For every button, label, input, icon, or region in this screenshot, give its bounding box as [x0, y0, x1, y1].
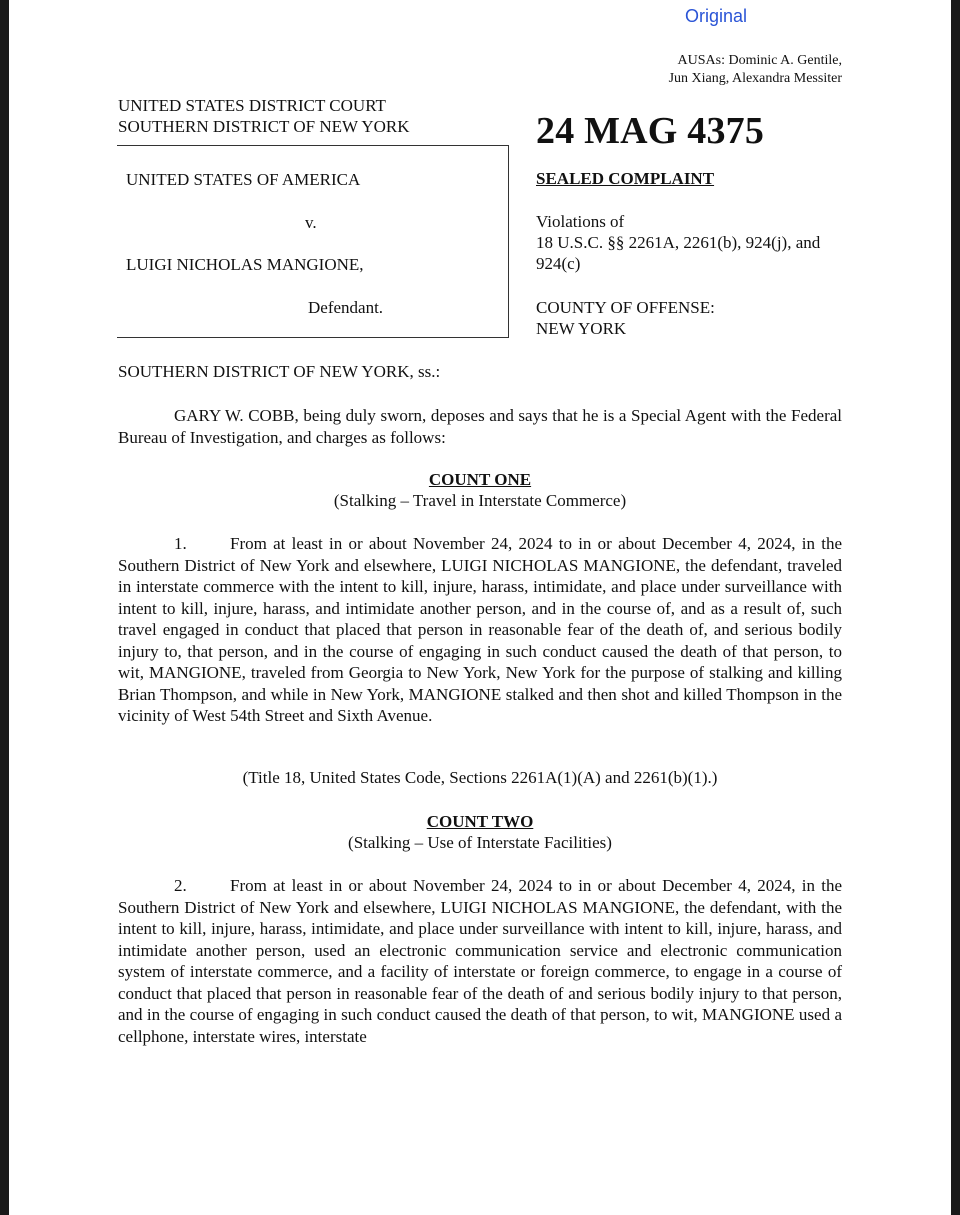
- ausas-line-2: Jun Xiang, Alexandra Messiter: [668, 71, 842, 86]
- complaint-title: SEALED COMPLAINT: [536, 169, 715, 188]
- count-two-title: COUNT TWO: [426, 812, 534, 831]
- paragraph-number: 2.: [174, 876, 187, 895]
- venue-line: SOUTHERN DISTRICT OF NEW YORK, ss.:: [118, 362, 441, 381]
- county-block: [536, 297, 715, 339]
- ausas-block: [669, 52, 842, 88]
- count-one-paragraph: [118, 533, 842, 727]
- count-two-subtitle: (Stalking – Use of Interstate Facilities): [348, 833, 612, 852]
- county-value: NEW YORK: [536, 319, 627, 338]
- violations-line-2: 18 U.S.C. §§ 2261A, 2261(b), 924(j), and 924(c): [536, 233, 821, 273]
- count-one-subtitle: (Stalking – Travel in Interstate Commerce): [333, 491, 627, 510]
- intro-paragraph: GARY W. COBB, being duly sworn, deposes and says that he is a Special Agent with the Federal Bureau of Investigation, and charges as follows:: [118, 406, 842, 447]
- original-link[interactable]: Original: [685, 6, 748, 26]
- court-line-1: UNITED STATES DISTRICT COURT: [118, 96, 386, 115]
- count-one-citation: (Title 18, United States Code, Sections 2261A(1)(A) and 2261(b)(1).): [242, 768, 718, 787]
- paragraph-text: From at least in or about November 24, 2024 to in or about December 4, 2024, in the Southern District of New York and elsewhere, LUIGI NICHOLAS MANGIONE, the defendant, traveled in interstate commerce with the intent to kill, injure, harass, intimidate, and place under surveillance with intent to kill, injure, harass, and intimidate another person, and in the course of, and as a result of, such travel engaged in conduct that placed that person in reasonable fear of the death of, and serious bodily injury to, that person, and in the course of engaging in such conduct caused the death of that person, to wit, MANGIONE, traveled from Georgia to New York, New York for the purpose of stalking and killing Brian Thompson, and while in New York, MANGIONE stalked and then shot and killed Thompson in the vicinity of West 54th Street and Sixth Avenue.: [118, 534, 842, 725]
- count-two-heading: [118, 811, 842, 853]
- court-name: [118, 95, 410, 137]
- case-number: 24 MAG 4375: [536, 110, 765, 152]
- caption-defendant-label: Defendant.: [308, 298, 384, 317]
- left-edge-bar: [0, 0, 9, 1215]
- count-one-heading: [118, 469, 842, 511]
- county-label: COUNTY OF OFFENSE:: [536, 298, 715, 317]
- violations-block: [536, 211, 856, 274]
- ausas-line-1: AUSAs: Dominic A. Gentile,: [677, 53, 842, 68]
- court-line-2: SOUTHERN DISTRICT OF NEW YORK: [118, 117, 410, 136]
- paragraph-text: From at least in or about November 24, 2024 to in or about December 4, 2024, in the Southern District of New York and elsewhere, LUIGI NICHOLAS MANGIONE, the defendant, with the intent to kill, injure, harass, intimidate, and place under surveillance with intent to kill, injure, harass, and intimidate another person, used an electronic communication service and electronic communication system of interstate commerce, and a facility of interstate or foreign commerce, to engage in a course of conduct that placed that person in reasonable fear of the death of and serious bodily injury to that person, and in the course of engaging in such conduct caused the death of that person, to wit, MANGIONE used a cellphone, interstate wires, interstate: [118, 876, 842, 1046]
- caption-versus: v.: [305, 213, 317, 232]
- count-two-paragraph: [118, 875, 842, 1047]
- right-edge-bar: [951, 0, 960, 1215]
- caption-plaintiff: UNITED STATES OF AMERICA: [126, 170, 361, 189]
- paragraph-number: 1.: [174, 534, 187, 553]
- violations-line-1: Violations of: [536, 212, 625, 231]
- caption-defendant-name: LUIGI NICHOLAS MANGIONE,: [126, 255, 364, 274]
- count-one-title: COUNT ONE: [428, 470, 532, 489]
